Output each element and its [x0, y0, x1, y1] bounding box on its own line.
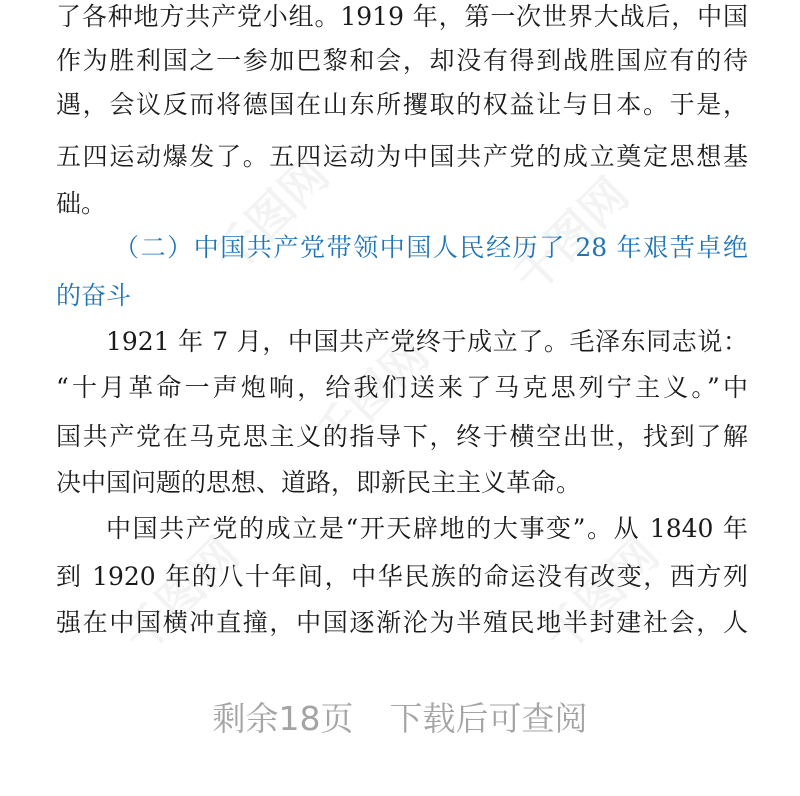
paragraph-line: 强在中国横冲直撞，中国逐渐沦为半殖民地半封建社会，人: [56, 608, 748, 637]
paragraph-line: 遇，会议反而将德国在山东所攫取的权益让与日本。于是，: [56, 90, 748, 119]
remaining-pages-banner[interactable]: [0, 697, 800, 741]
paragraph-line: 国共产党在马克思主义的指导下，终于横空出世，找到了解: [56, 422, 748, 451]
paragraph-line: 五四运动爆发了。五四运动为中国共产党的成立奠定思想基: [56, 142, 748, 171]
paragraph-line: 了各种地方共产党小组。1919 年，第一次世界大战后，中国: [56, 2, 748, 31]
remaining-pages-label: 剩余18页: [212, 699, 354, 738]
paragraph-line: 决中国问题的思想、道路，即新民主主义革命。: [56, 468, 582, 497]
paragraph-line: 到 1920 年的八十年间，中华民族的命运没有改变，西方列: [56, 562, 748, 591]
paragraph-line: 作为胜利国之一参加巴黎和会，却没有得到战胜国应有的待: [56, 46, 748, 75]
paragraph-line: 中国共产党的成立是“开天辟地的大事变”。从 1840 年: [106, 514, 748, 543]
paragraph-line: 础。: [56, 189, 107, 218]
download-prompt-label: 下载后可查阅: [389, 699, 588, 738]
section-heading: 的奋斗: [56, 281, 132, 310]
paragraph-line: “十月革命一声炮响，给我们送来了马克思列宁主义。”中: [56, 373, 748, 402]
paragraph-line: 1921 年 7 月，中国共产党终于成立了。毛泽东同志说：: [106, 327, 748, 356]
section-heading: （二）中国共产党带领中国人民经历了 28 年艰苦卓绝: [114, 233, 748, 262]
